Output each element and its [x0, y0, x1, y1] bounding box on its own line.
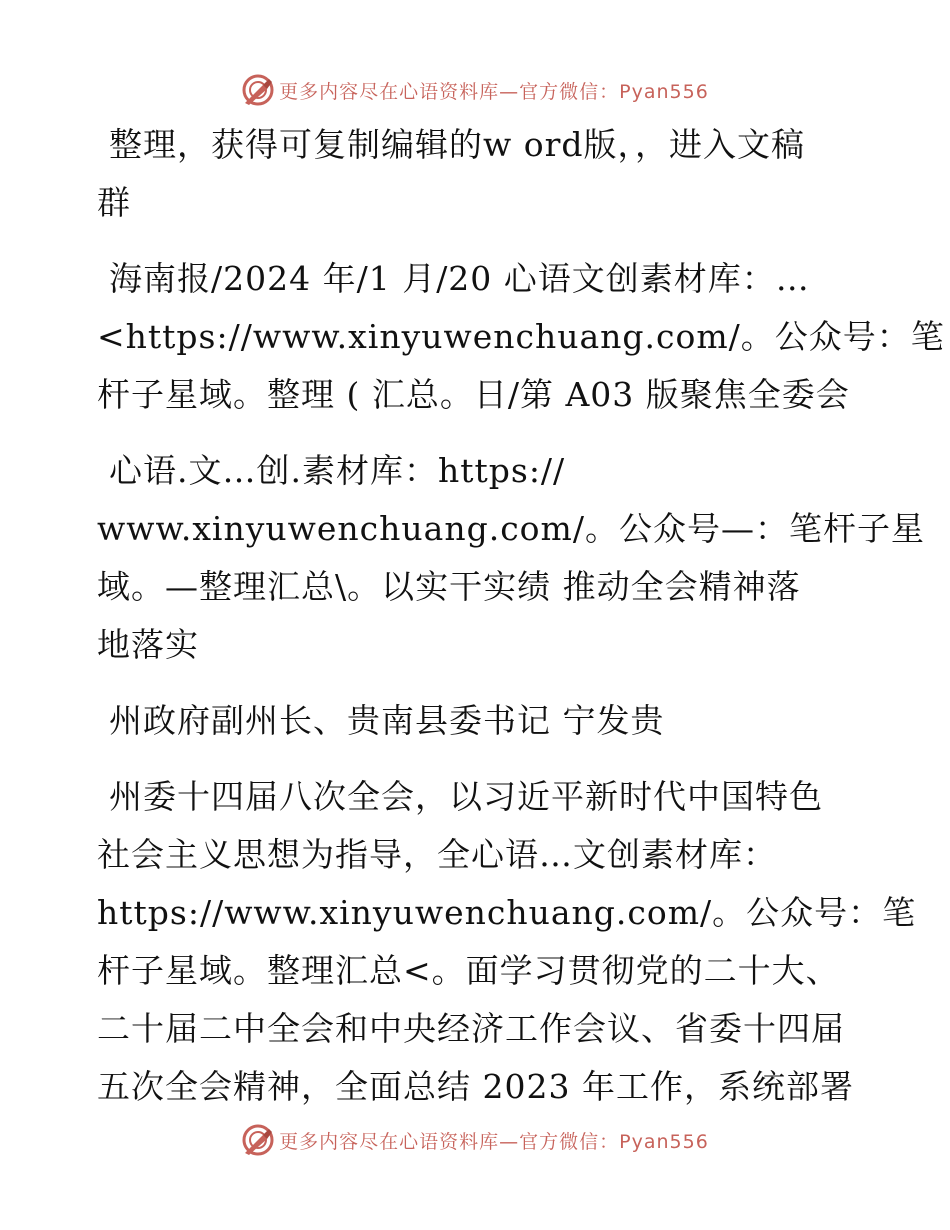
header-watermark-text: 更多内容尽在心语资料库—官方微信：Pyan556 [279, 80, 709, 103]
text-line: <https://www.xinyuwenchuang.com/。公众号：笔 [97, 317, 945, 356]
paragraph-5 [97, 768, 917, 1116]
text-line: 杆子星域。整理 ( 汇总。日/第 A03 版聚焦全委会 [97, 375, 850, 414]
text-line: 州委十四届八次全会，以习近平新时代中国特色 [109, 777, 823, 816]
text-line: 整理，获得可复制编辑的w ord版，，进入文稿 [109, 125, 806, 164]
text-line: 社会主义思想为指导，全心语…文创素材库： [97, 835, 777, 874]
paragraph-4-author [97, 692, 857, 750]
text-line: 心语.文…创.素材库：https:// [109, 451, 566, 490]
paragraph-1 [97, 116, 857, 232]
pen-logo-icon [241, 73, 275, 107]
text-line: https://www.xinyuwenchuang.com/。公众号：笔 [97, 893, 917, 932]
text-line: 群 [97, 183, 131, 222]
paragraph-2 [97, 250, 945, 424]
text-line: 二十届二中全会和中央经济工作会议、省委十四届 [97, 1009, 845, 1048]
footer-watermark [0, 1120, 950, 1160]
footer-watermark-text: 更多内容尽在心语资料库—官方微信：Pyan556 [279, 1130, 709, 1153]
text-line: 五次全会精神，全面总结 2023 年工作，系统部署 [97, 1067, 854, 1106]
text-line: 域。—整理汇总\。以实干实绩 推动全会精神落 [97, 567, 801, 606]
text-line: 海南报/2024 年/1 月/20 心语文创素材库：… [109, 259, 810, 298]
text-line: 地落实 [97, 625, 199, 664]
pen-logo-icon [241, 1123, 275, 1157]
paragraph-3 [97, 442, 925, 674]
document-body [97, 116, 945, 1134]
text-line: 杆子星域。整理汇总<。面学习贯彻党的二十大、 [97, 951, 840, 990]
text-line: 州政府副州长、贵南县委书记 宁发贵 [109, 701, 665, 740]
text-line: www.xinyuwenchuang.com/。公众号—：笔杆子星 [97, 509, 925, 548]
header-watermark [0, 70, 950, 110]
